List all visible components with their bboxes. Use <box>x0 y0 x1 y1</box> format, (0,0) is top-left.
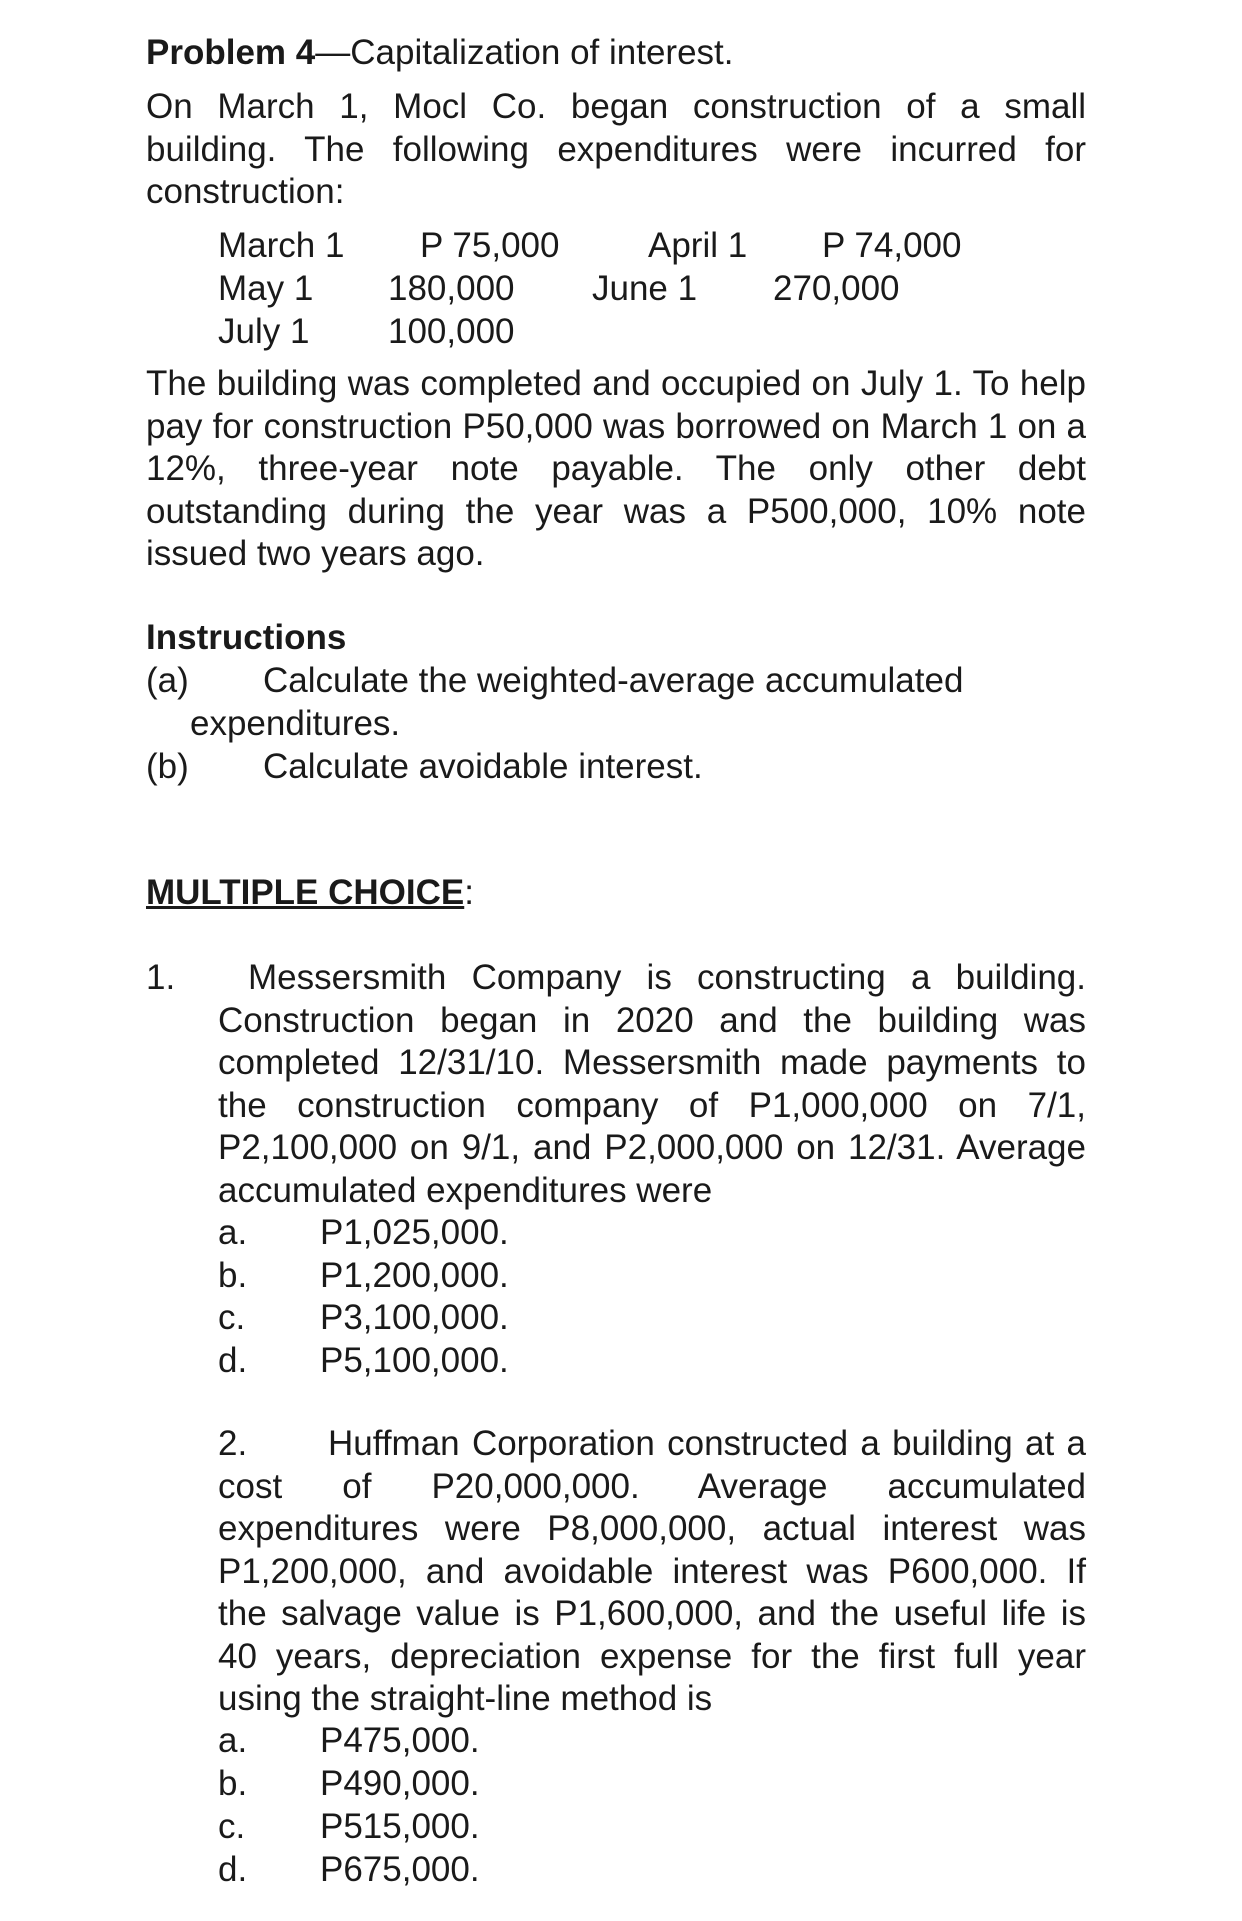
option-letter: b. <box>218 1764 248 1803</box>
instruction-text: Calculate avoidable interest. <box>263 747 703 786</box>
expenditure-date: May 1 <box>218 269 314 308</box>
option-letter: a. <box>218 1721 248 1760</box>
question-text <box>218 957 1086 1212</box>
problem-title-bold: Problem 4 <box>146 33 316 72</box>
instruction-label: (a) <box>146 661 189 700</box>
option-text: P515,000. <box>320 1807 480 1846</box>
option-text: P1,025,000. <box>320 1213 509 1252</box>
option-text: P675,000. <box>320 1850 480 1889</box>
expenditure-date: June 1 <box>592 269 698 308</box>
expenditure-amount: 180,000 <box>388 269 515 308</box>
option-text: P490,000. <box>320 1764 480 1803</box>
question-text <box>218 1423 1086 1721</box>
option-letter: a. <box>218 1213 248 1252</box>
question-1-text: Messersmith Company is constructing a building. Construction began in 2020 and the building was completed 12/31/10. Messersmith made payments to the construction company of P1,000,000 on 7/1, P2,100,000 on 9/1, and P2,000,000 on 12/31. Average accumulated expenditures were <box>218 958 1086 1210</box>
option-letter: c. <box>218 1807 246 1846</box>
question-2-text: Huffman Corporation constructed a building at a cost of P20,000,000. Average accumulated expenditures were P8,000,000, actual interest was P1,200,000, and avoidable interest was P600,000. If the salvage value is P1,600,000, and the useful life is 40 years, depreciation expense for the first full year using the straight-line method is <box>218 1424 1086 1718</box>
option-text: P3,100,000. <box>320 1298 509 1337</box>
question-number: 1. <box>146 958 176 997</box>
instruction-text-cont: expenditures. <box>190 704 401 743</box>
problem-title <box>146 32 734 75</box>
option-text: P475,000. <box>320 1721 480 1760</box>
expenditure-date: July 1 <box>218 312 310 351</box>
expenditure-amount: 100,000 <box>388 312 515 351</box>
instruction-label: (b) <box>146 747 189 786</box>
expenditure-amount: 270,000 <box>773 269 900 308</box>
option-letter: d. <box>218 1341 248 1380</box>
option-text: P1,200,000. <box>320 1256 509 1295</box>
instructions-heading: Instructions <box>146 618 347 657</box>
multiple-choice-heading <box>146 872 474 915</box>
instruction-text: Calculate the weighted-average accumulated <box>263 661 964 700</box>
multiple-choice-title: MULTIPLE CHOICE <box>146 873 465 912</box>
option-letter: b. <box>218 1256 248 1295</box>
expenditure-amount: P 74,000 <box>822 226 962 265</box>
multiple-choice-colon: : <box>464 873 474 912</box>
question-number: 2. <box>218 1424 248 1463</box>
option-letter: c. <box>218 1298 246 1337</box>
problem-intro: On March 1, Mocl Co. began construction of a small building. The following expenditures were incurred for construction: <box>146 87 1086 211</box>
option-text: P5,100,000. <box>320 1341 509 1380</box>
expenditure-date: March 1 <box>218 226 345 265</box>
problem-title-rest: —Capitalization of interest. <box>315 33 734 72</box>
expenditure-amount: P 75,000 <box>420 226 560 265</box>
problem-details: The building was completed and occupied on July 1. To help pay for construction P50,000 was borrowed on March 1 on a 12%, three-year note payable. The only other debt outstanding during the year was a P500,000, 10% note issued two years ago. <box>146 364 1086 573</box>
expenditure-date: April 1 <box>648 226 748 265</box>
option-letter: d. <box>218 1850 248 1889</box>
